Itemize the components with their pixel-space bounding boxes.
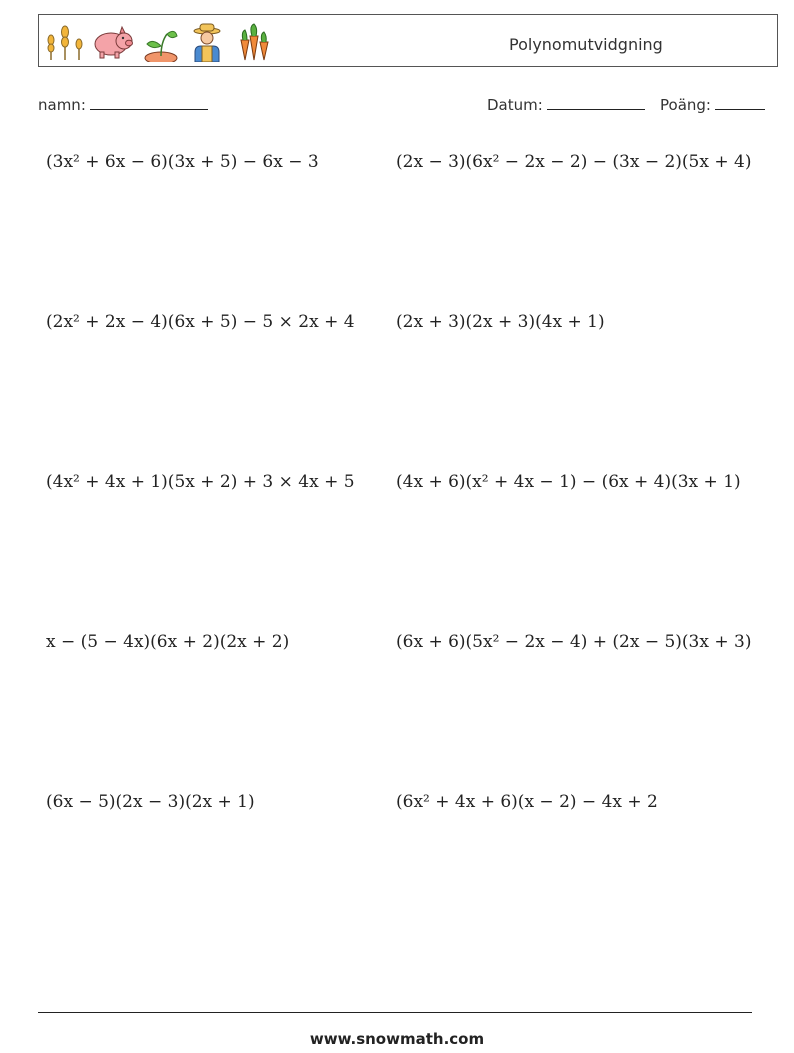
problem-4: (2x + 3)(2x + 3)(4x + 1): [396, 312, 605, 332]
name-label: namn:: [38, 96, 86, 114]
score-field: [660, 95, 765, 114]
problem-3: (2x² + 2x − 4)(6x + 5) − 5 × 2x + 4: [46, 312, 355, 332]
problem-6: (4x + 6)(x² + 4x − 1) − (6x + 4)(3x + 1): [396, 472, 741, 492]
footer-website[interactable]: www.snowmath.com: [309, 1030, 485, 1048]
worksheet-title: Polynomutvidgning: [509, 35, 663, 54]
date-field: [487, 95, 645, 114]
score-label: Poäng:: [660, 96, 711, 114]
date-blank[interactable]: [547, 95, 645, 110]
problem-10: (6x² + 4x + 6)(x − 2) − 4x + 2: [396, 792, 658, 812]
date-label: Datum:: [487, 96, 543, 114]
problem-5: (4x² + 4x + 1)(5x + 2) + 3 × 4x + 5: [46, 472, 355, 492]
farmer-icon: [187, 22, 227, 62]
problem-7: x − (5 − 4x)(6x + 2)(2x + 2): [46, 632, 290, 652]
name-blank[interactable]: [90, 95, 208, 110]
footer-divider: [38, 1012, 752, 1013]
pig-icon: [91, 22, 135, 62]
worksheet-header: [38, 14, 778, 67]
name-field: [38, 95, 208, 114]
wheat-icon: [43, 22, 85, 62]
carrots-icon: [233, 22, 273, 62]
problem-1: (3x² + 6x − 6)(3x + 5) − 6x − 3: [46, 152, 319, 172]
seedling-icon: [141, 22, 181, 62]
problem-9: (6x − 5)(2x − 3)(2x + 1): [46, 792, 255, 812]
problem-2: (2x − 3)(6x² − 2x − 2) − (3x − 2)(5x + 4): [396, 152, 752, 172]
problem-8: (6x + 6)(5x² − 2x − 4) + (2x − 5)(3x + 3): [396, 632, 752, 652]
header-icons: [43, 20, 273, 64]
score-blank[interactable]: [715, 95, 765, 110]
